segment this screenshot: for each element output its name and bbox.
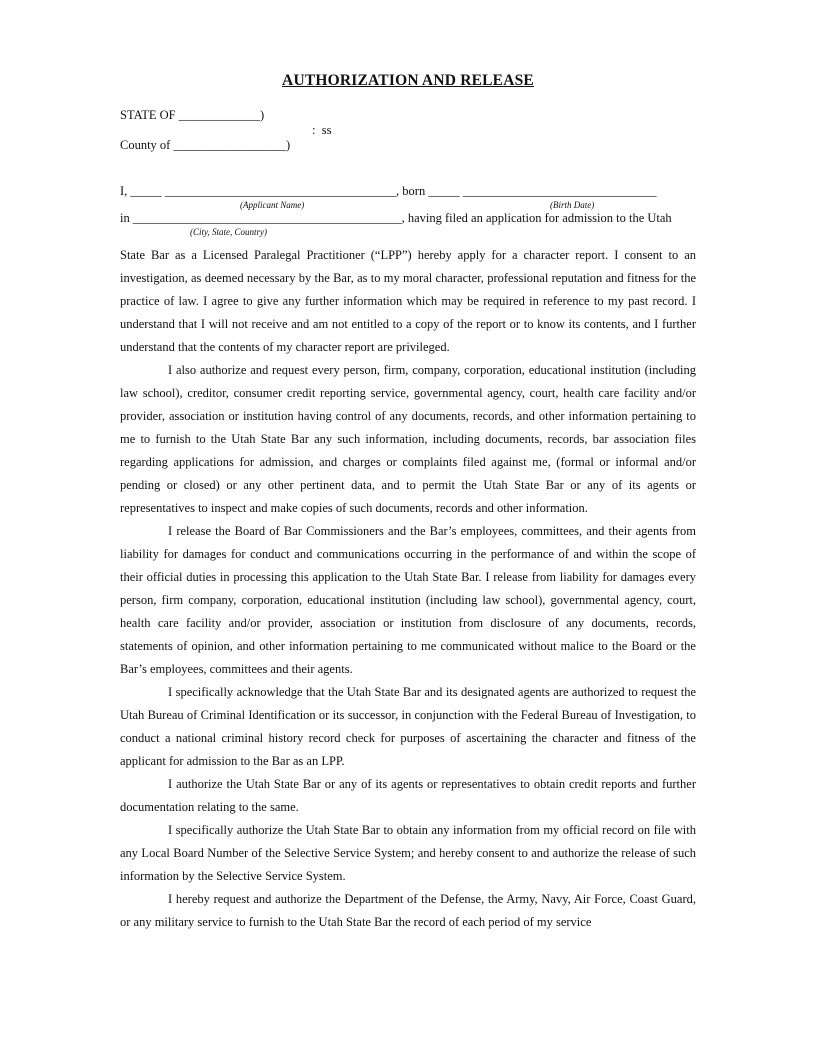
applicant-name-caption: (Applicant Name) bbox=[240, 200, 305, 210]
county-line: County of __________________) bbox=[120, 138, 291, 152]
birth-date-caption: (Birth Date) bbox=[550, 200, 595, 210]
paragraph-authorize-request: I also authorize and request every person, firm, company, corporation, educational institution (including law school), creditor, consumer credit reporting service, governmental agency, court, health care facility and/or provider, association or institution having control of any documents, records, and other information pertaining to me to furnish to the Utah State Bar any such information, including documents, records, bar association files regarding applications for admission, and charges or complaints filed against me, (formal or informal and/or pending or closed) or any other pertinent data, and to permit the Utah State Bar or any of its agents or representatives to inspect and make copies of such documents, records and other information. bbox=[120, 363, 696, 515]
paragraph-release-liability: I release the Board of Bar Commissioners and the Bar’s employees, committees, and their agents from liability for damages for conduct and communications occurring in the performance of and within the scope of their official duties in processing this application to the Utah State Bar. I release from liability for damages every person, firm company, corporation, educational institution (including law school), governmental agency, court, health care facility and/or provider, association or institution from disclosure of any documents, records, statements of opinion, and other information pertaining to me communicated without malice to the Board or the Bar’s employees, committees and their agents. bbox=[120, 524, 696, 676]
state-line: STATE OF _____________) bbox=[120, 108, 265, 122]
location-caption: (City, State, Country) bbox=[190, 227, 267, 237]
paragraph-military-service: I hereby request and authorize the Department of the Defense, the Army, Navy, Air Force, Coast Guard, or any military service to furnish to the Utah State Bar the record of each period of my service bbox=[120, 892, 696, 929]
location-line: in ___________________________________________, having filed an application for admission to the Utah bbox=[120, 211, 672, 225]
paragraph-character-report: State Bar as a Licensed Paralegal Practitioner (“LPP”) hereby apply for a character report. I consent to an investigation, as deemed necessary by the Bar, as to my moral character, professional reputation and fitness for the practice of law. I agree to give any further information which may be required in reference to my past record. I understand that I will not receive and am not entitled to a copy of the report or to know its contents, and I further understand that the contents of my character report are privileged. bbox=[120, 248, 696, 354]
document-body bbox=[120, 244, 696, 934]
ss-line: : ss bbox=[312, 123, 332, 137]
paragraph-selective-service: I specifically authorize the Utah State Bar to obtain any information from my official record on file with any Local Board Number of the Selective Service System; and hereby consent to and authorize the release of such information by the Selective Service System. bbox=[120, 823, 696, 883]
paragraph-credit-reports: I authorize the Utah State Bar or any of its agents or representatives to obtain credit reports and further documentation relating to the same. bbox=[120, 777, 696, 814]
applicant-name-line: I, _____ _____________________________________, born _____ _______________________________ bbox=[120, 184, 657, 198]
document-title: AUTHORIZATION AND RELEASE bbox=[282, 72, 534, 89]
paragraph-criminal-history: I specifically acknowledge that the Utah State Bar and its designated agents are authorized to request the Utah Bureau of Criminal Identification or its successor, in conjunction with the Federal Bureau of Investigation, to conduct a national criminal history record check for purposes of ascertaining the character and fitness of the applicant for admission to the Bar as an LPP. bbox=[120, 685, 696, 768]
